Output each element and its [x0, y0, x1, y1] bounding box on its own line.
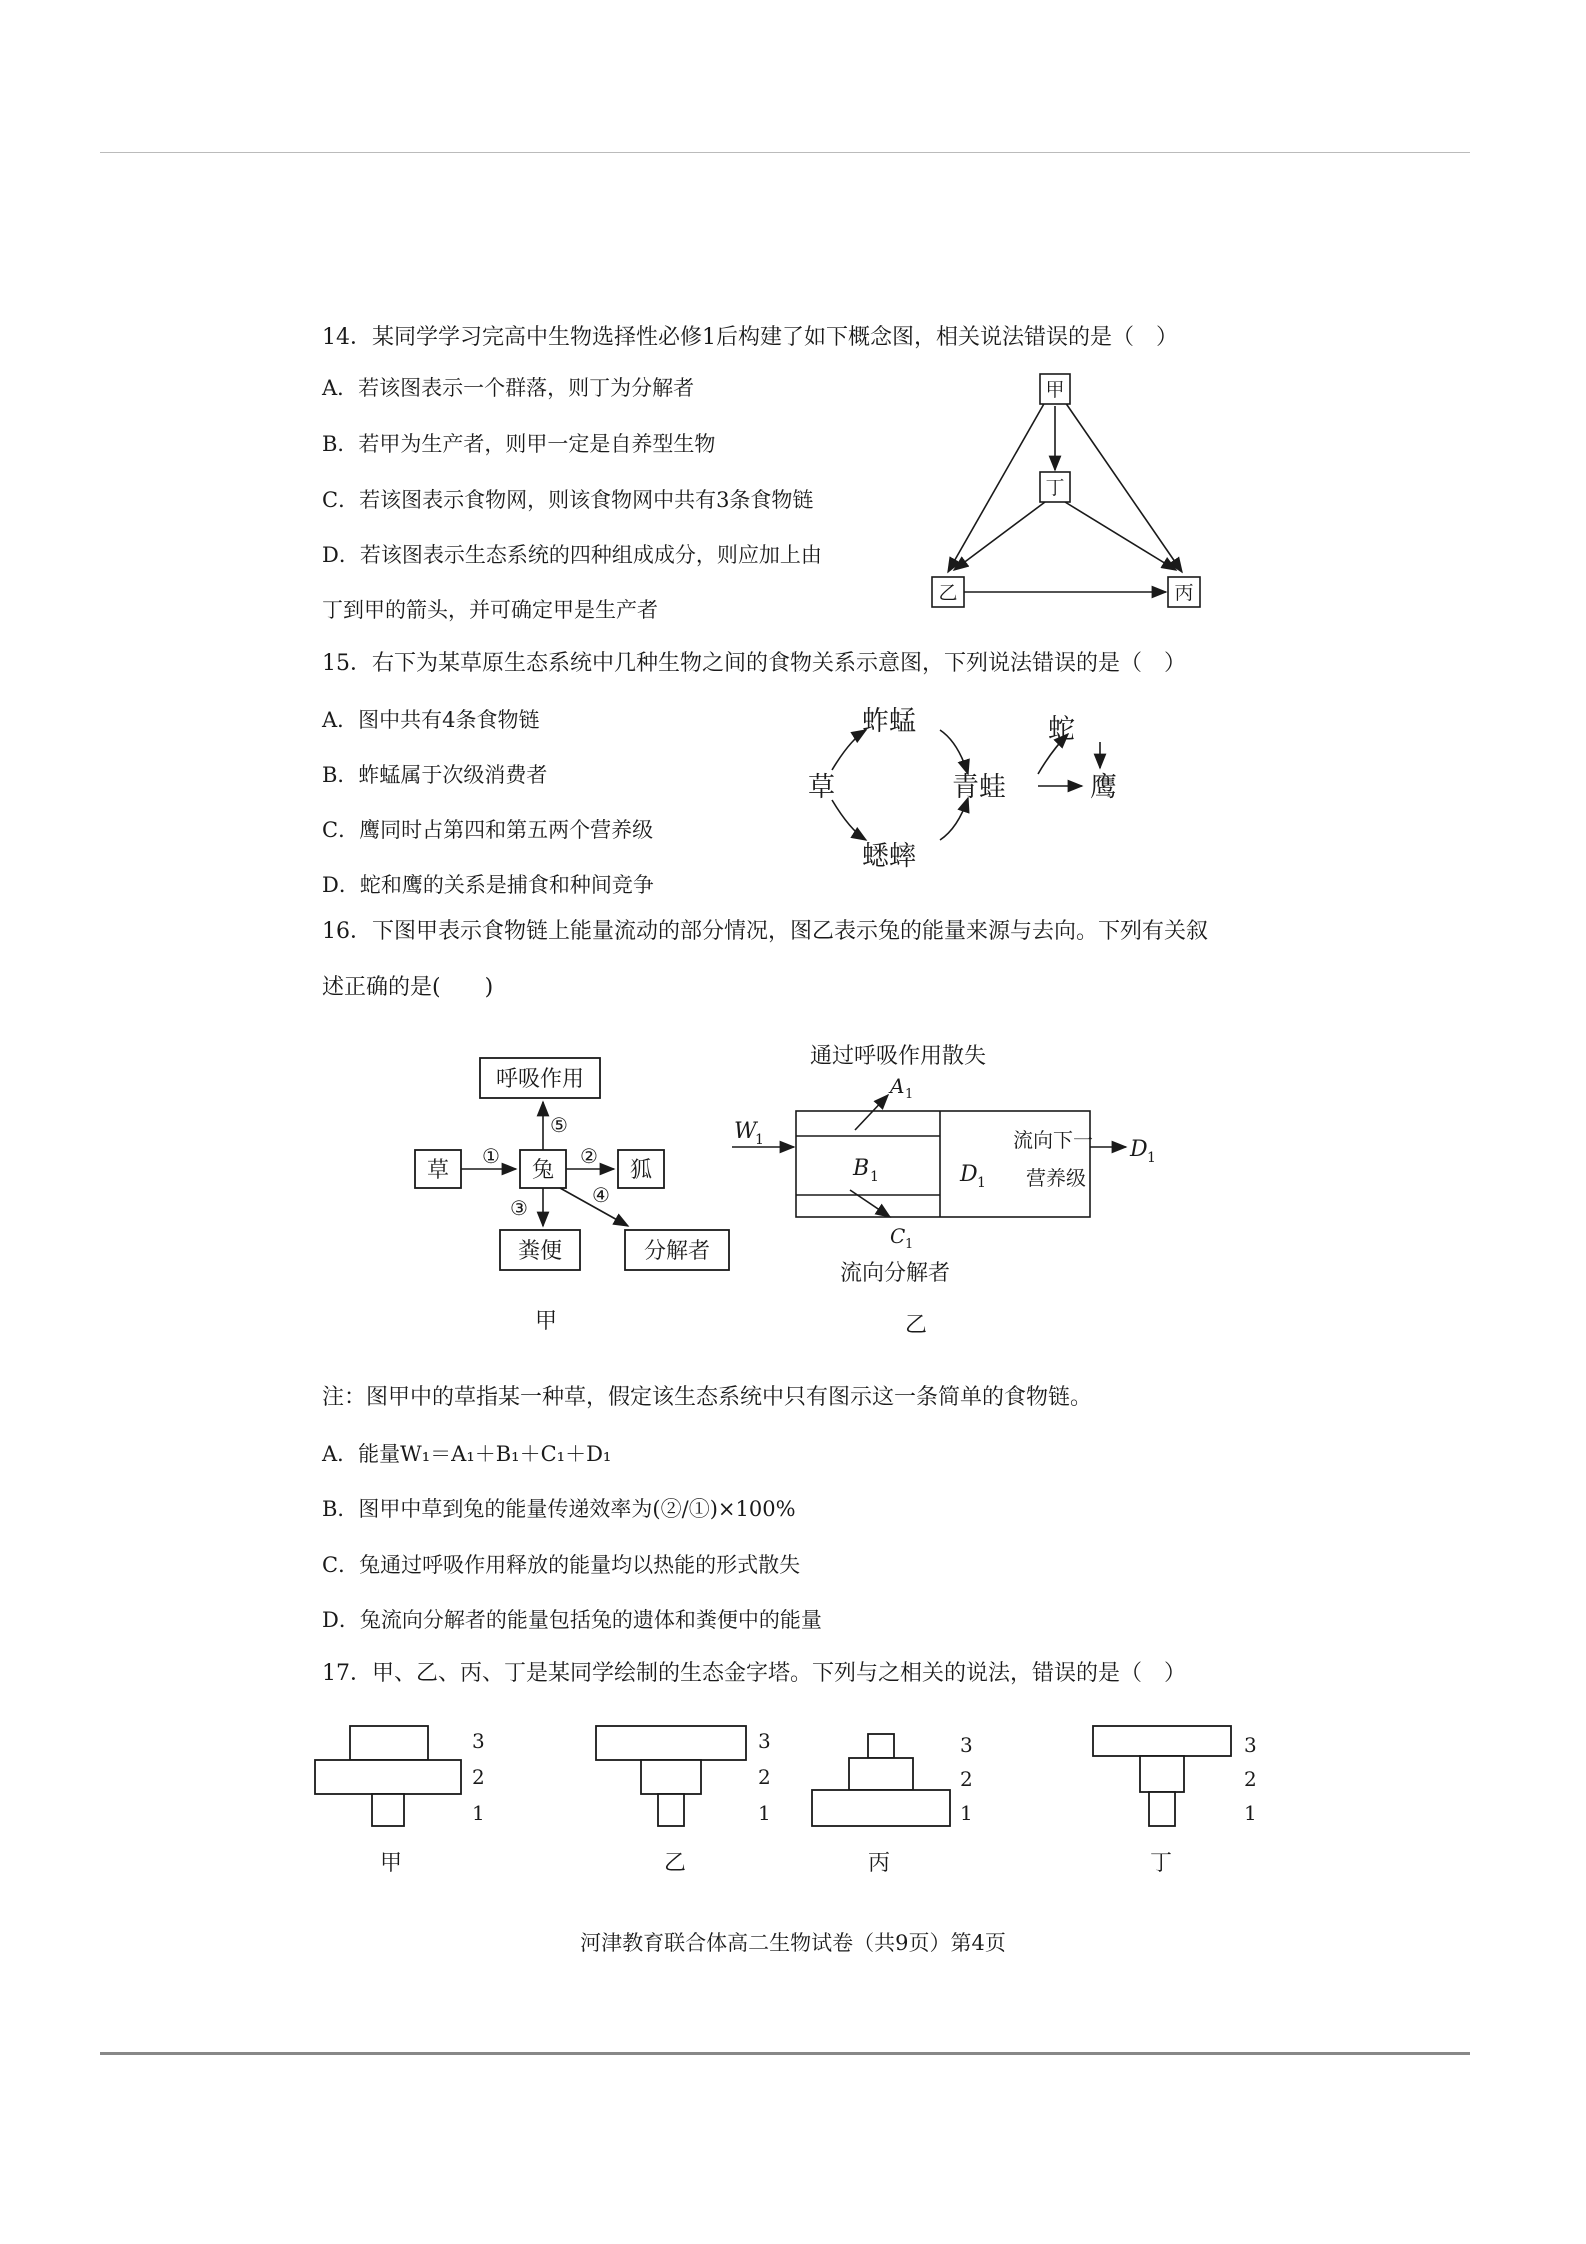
q15-option-b[interactable]: B．蚱蜢属于次级消费者	[322, 763, 548, 787]
svg-text:1: 1	[755, 1132, 764, 1148]
pyramid-yi-level-1	[658, 1794, 684, 1826]
q14-option-d-line2: 丁到甲的箭头，并可确定甲是生产者	[322, 598, 658, 622]
q15-stem: 15．右下为某草原生态系统中几种生物之间的食物关系示意图，下列说法错误的是（ ）	[322, 651, 1186, 676]
pyramid-bing-level-1	[812, 1790, 950, 1826]
svg-text:狐: 狐	[629, 1158, 653, 1183]
svg-text:1: 1	[905, 1087, 914, 1102]
pyramid-jia-label: 甲	[380, 1851, 403, 1876]
pyramid-yi-level-3	[596, 1726, 746, 1760]
svg-text:2: 2	[472, 1765, 485, 1789]
q16-option-c[interactable]: C．兔通过呼吸作用释放的能量均以热能的形式散失	[322, 1553, 801, 1577]
svg-text:A: A	[890, 1074, 905, 1098]
q16-a1	[888, 1074, 913, 1102]
q14-concept-diagram	[920, 370, 1220, 620]
svg-text:1: 1	[472, 1801, 485, 1825]
q14-node-bing	[1168, 577, 1200, 607]
q16-flow-next-1: 流向下一	[1013, 1128, 1093, 1152]
svg-text:分解者: 分解者	[643, 1239, 711, 1264]
svg-text:D: D	[960, 1162, 978, 1187]
q16-path-2: ②	[580, 1144, 598, 1168]
svg-text:1: 1	[758, 1801, 771, 1825]
pyramid-jia-level-1	[372, 1794, 404, 1826]
pyramid-ding-level-1	[1149, 1792, 1175, 1826]
q16-flow-next-2: 营养级	[1026, 1166, 1086, 1190]
top-scan-edge	[100, 152, 1470, 153]
pyramid-jia-level-3	[350, 1726, 428, 1760]
q16-note: 注：图甲中的草指某一种草，假定该生态系统中只有图示这一条简单的食物链。	[322, 1385, 1093, 1410]
q14-option-a[interactable]: A．若该图表示一个群落，则丁为分解者	[322, 376, 695, 400]
pyramid-ding-label: 丁	[1150, 1851, 1173, 1876]
q16-to-decomposer: 流向分解者	[840, 1261, 951, 1286]
q15-grass: 草	[808, 772, 835, 803]
pyramid-jia-level-2	[315, 1760, 461, 1794]
svg-text:甲: 甲	[1045, 379, 1065, 401]
svg-text:丙: 丙	[1174, 582, 1194, 604]
pyramid-yi-label: 乙	[664, 1851, 687, 1876]
q15-option-a[interactable]: A．图中共有4条食物链	[322, 708, 540, 732]
bottom-scan-edge	[100, 2052, 1470, 2055]
pyramid-ding-level-3	[1093, 1726, 1231, 1756]
q14-option-b[interactable]: B．若甲为生产者，则甲一定是自养型生物	[322, 432, 716, 456]
q16-path-4: ④	[592, 1183, 610, 1207]
svg-text:1: 1	[905, 1237, 914, 1252]
pyramid-bing-level-3	[868, 1734, 894, 1758]
svg-text:1: 1	[960, 1801, 973, 1825]
q16-stem-line1: 16．下图甲表示食物链上能量流动的部分情况，图乙表示兔的能量来源与去向。下列有关叙	[322, 919, 1208, 944]
svg-text:1: 1	[977, 1175, 986, 1191]
q15-cricket: 蟋蟀	[862, 841, 916, 872]
q16-option-b[interactable]: B．图甲中草到兔的能量传递效率为(②/①)×100%	[322, 1497, 796, 1521]
q16-figure-yi	[730, 1035, 1170, 1345]
q17-stem: 17．甲、乙、丙、丁是某同学绘制的生态金字塔。下列与之相关的说法，错误的是（ ）	[322, 1661, 1186, 1686]
svg-text:2: 2	[960, 1767, 973, 1791]
svg-text:乙: 乙	[938, 582, 958, 604]
q14-option-d-line1[interactable]: D．若该图表示生态系统的四种组成成分，则应加上由	[322, 543, 822, 567]
q15-food-web	[800, 700, 1160, 880]
svg-text:3: 3	[1244, 1733, 1257, 1757]
q16-d1-output	[1129, 1137, 1156, 1166]
page-footer: 河津教育联合体高二生物试卷（共9页）第4页	[580, 1931, 1006, 1955]
q16-c1	[890, 1224, 913, 1252]
svg-text:2: 2	[758, 1765, 771, 1789]
q16-figure-yi-label: 乙	[905, 1313, 928, 1338]
q14-node-jia	[1040, 374, 1070, 404]
q16-path-1: ①	[482, 1144, 500, 1168]
svg-text:丁: 丁	[1045, 477, 1065, 499]
q16-path-3: ③	[510, 1196, 528, 1220]
q16-w1	[734, 1119, 764, 1148]
q15-eagle: 鹰	[1090, 772, 1117, 803]
pyramid-ding-level-2	[1140, 1756, 1184, 1792]
svg-text:B: B	[853, 1156, 870, 1181]
pyramid-yi-level-2	[641, 1760, 701, 1794]
q14-option-c[interactable]: C．若该图表示食物网，则该食物网中共有3条食物链	[322, 488, 814, 512]
q15-snake: 蛇	[1048, 714, 1075, 745]
svg-text:草: 草	[426, 1158, 450, 1183]
q16-figure-jia	[410, 1050, 750, 1340]
svg-text:3: 3	[960, 1733, 973, 1757]
svg-text:1: 1	[1244, 1801, 1257, 1825]
q16-stem-line2: 述正确的是( )	[322, 975, 494, 1000]
q16-figure-jia-label: 甲	[535, 1309, 558, 1334]
svg-text:2: 2	[1244, 1767, 1257, 1791]
svg-text:1: 1	[1147, 1150, 1156, 1166]
q16-option-a[interactable]: A．能量W₁＝A₁＋B₁＋C₁＋D₁	[322, 1442, 612, 1466]
q16-respiration-loss: 通过呼吸作用散失	[810, 1044, 987, 1069]
q14-stem: 14．某同学学习完高中生物选择性必修1后构建了如下概念图，相关说法错误的是（ ）	[322, 325, 1178, 350]
svg-text:粪便: 粪便	[517, 1239, 563, 1264]
q16-path-5: ⑤	[550, 1113, 568, 1137]
q15-frog: 青蛙	[952, 772, 1006, 803]
pyramid-bing-label: 丙	[868, 1851, 891, 1876]
q16-option-d[interactable]: D．兔流向分解者的能量包括兔的遗体和粪便中的能量	[322, 1608, 822, 1632]
q14-node-ding	[1040, 472, 1070, 502]
svg-text:呼吸作用: 呼吸作用	[495, 1067, 585, 1092]
svg-text:3: 3	[758, 1729, 771, 1753]
q15-grasshopper: 蚱蜢	[862, 706, 916, 737]
svg-text:3: 3	[472, 1729, 485, 1753]
q14-node-yi	[932, 577, 964, 607]
svg-text:兔: 兔	[531, 1158, 555, 1183]
pyramid-bing-level-2	[849, 1758, 913, 1790]
svg-text:C: C	[890, 1224, 906, 1248]
q15-option-d[interactable]: D．蛇和鹰的关系是捕食和种间竞争	[322, 873, 654, 897]
svg-text:W: W	[734, 1119, 757, 1144]
q15-option-c[interactable]: C．鹰同时占第四和第五两个营养级	[322, 818, 654, 842]
svg-text:1: 1	[870, 1169, 879, 1185]
q17-pyramids	[300, 1720, 1280, 1890]
svg-text:D: D	[1130, 1137, 1148, 1162]
